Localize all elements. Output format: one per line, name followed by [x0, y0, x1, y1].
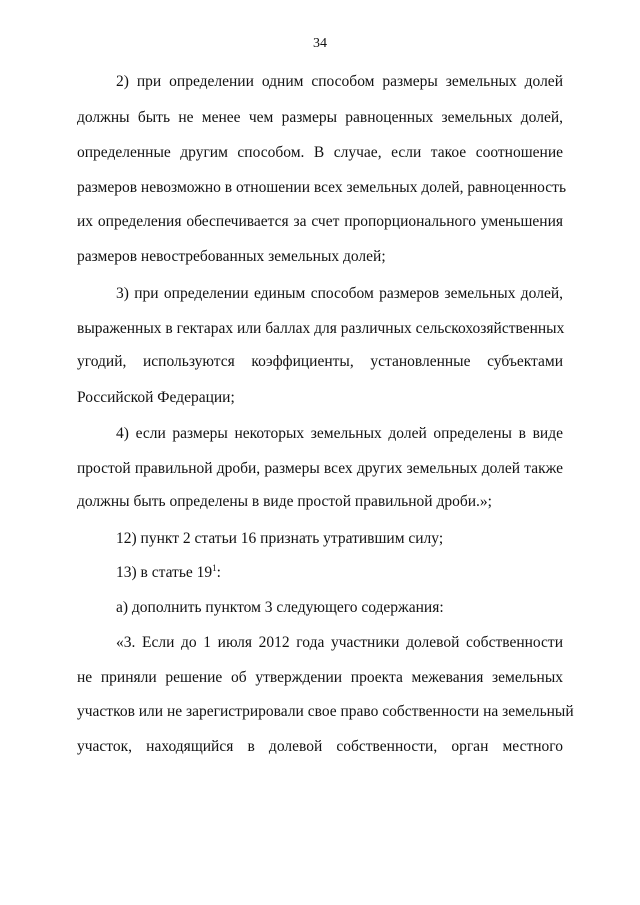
article-reference-suffix: :	[216, 564, 221, 581]
paragraph-2-line-1: 3) при определении единым способом размеров земельных долей,	[116, 285, 563, 302]
paragraph-3-line-2: простой правильной дроби, размеры всех других земельных долей также	[77, 460, 563, 477]
paragraph-5-line-1	[116, 564, 563, 582]
paragraph-7-line-4: участок, находящийся в долевой собственности, орган местного	[77, 738, 563, 755]
paragraph-7-line-3: участков или не зарегистрировали свое право собственности на земельный	[77, 703, 574, 720]
paragraph-6-line-1: а) дополнить пунктом 3 следующего содержания:	[116, 599, 444, 616]
paragraph-3-line-1: 4) если размеры некоторых земельных долей определены в виде	[116, 425, 563, 442]
paragraph-1-line-3: определенные другим способом. В случае, если такое соотношение	[77, 144, 563, 161]
paragraph-2-line-4: Российской Федерации;	[77, 389, 235, 406]
article-reference-text: 13) в статье 19	[116, 564, 213, 581]
paragraph-1-line-2: должны быть не менее чем размеры равноценных земельных долей,	[77, 109, 563, 126]
paragraph-1-line-5: их определения обеспечивается за счет пропорционального уменьшения	[77, 213, 563, 230]
page-number: 34	[313, 36, 327, 51]
paragraph-1-line-4: размеров невозможно в отношении всех земельных долей, равноценность	[77, 179, 567, 196]
paragraph-7-line-2: не приняли решение об утверждении проекта межевания земельных	[77, 669, 563, 686]
article-superscript: 1	[212, 562, 217, 573]
paragraph-2-line-2: выраженных в гектарах или баллах для различных сельскохозяйственных	[77, 320, 565, 337]
paragraph-1-line-1: 2) при определении одним способом размеры земельных долей	[116, 73, 563, 90]
paragraph-7-line-1: «3. Если до 1 июля 2012 года участники долевой собственности	[116, 634, 563, 651]
paragraph-2-line-3: угодий, используются коэффициенты, установленные субъектами	[77, 353, 563, 370]
paragraph-1-line-6: размеров невостребованных земельных долей;	[77, 248, 386, 265]
paragraph-4-line-1: 12) пункт 2 статьи 16 признать утратившим силу;	[116, 530, 444, 547]
paragraph-3-line-3: должны быть определены в виде простой правильной дроби.»;	[77, 493, 492, 510]
